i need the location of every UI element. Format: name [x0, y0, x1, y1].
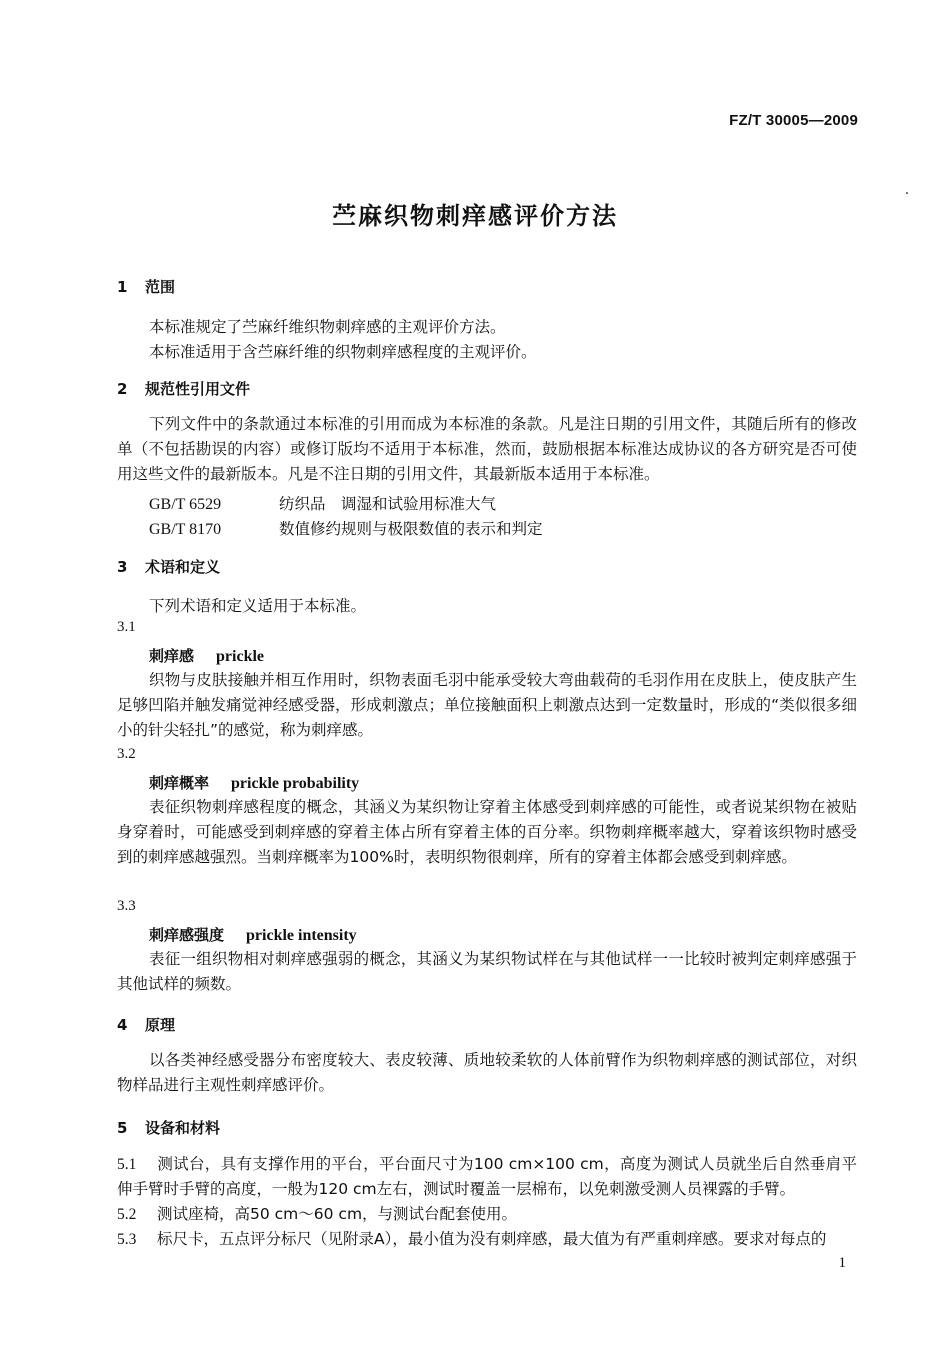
section-title: 原理	[145, 1016, 176, 1034]
section-1-paragraph-2: 本标准适用于含苎麻纤维的织物刺痒感程度的主观评价。	[149, 343, 537, 361]
term-zh: 刺痒概率	[149, 774, 210, 792]
term-en: prickle probability	[231, 775, 360, 792]
item-number: 5.2	[117, 1206, 137, 1223]
section-4-heading	[117, 1014, 175, 1035]
section-number: 3	[117, 558, 128, 576]
section-number: 4	[117, 1016, 128, 1034]
item-number: 5.3	[117, 1231, 137, 1248]
page-number: 1	[838, 1255, 846, 1271]
term-zh: 刺痒感	[149, 647, 195, 665]
term-zh: 刺痒感强度	[149, 926, 225, 944]
section-2-heading	[117, 378, 250, 399]
term-entry	[149, 924, 357, 945]
section-title: 设备和材料	[145, 1119, 221, 1137]
item-text: 测试座椅，高50 cm～60 cm，与测试台配套使用。	[157, 1205, 518, 1223]
section-5-heading	[117, 1117, 220, 1138]
section-title: 术语和定义	[145, 558, 221, 576]
clause-number: 3.2	[117, 746, 136, 762]
term-entry	[149, 645, 264, 666]
section-number: 2	[117, 380, 128, 398]
section-1-paragraph-1: 本标准规定了苎麻纤维织物刺痒感的主观评价方法。	[149, 318, 506, 336]
term-en: prickle intensity	[246, 927, 357, 944]
term-definition: 表征织物刺痒感程度的概念，其涵义为某织物让穿着主体感受到刺痒感的可能性，或者说某织物在被贴身穿着时，可能感受到刺痒感的穿着主体占所有穿着主体的百分率。织物刺痒概率越大，穿着该织物时感受到的刺痒感越强烈。当刺痒概率为100%时，表明织物很刺痒，所有的穿着主体都会感受到刺痒感。	[117, 798, 857, 866]
item-text: 测试台，具有支撑作用的平台，平台面尺寸为100 cm×100 cm，高度为测试人员就坐后自然垂肩平伸手臂时手臂的高度，一般为120 cm左右，测试时覆盖一层棉布，以免刺激受测人员裸露的手臂。	[117, 1155, 857, 1198]
equipment-item	[117, 1202, 857, 1227]
reference-code: GB/T 6529	[149, 496, 222, 513]
term-definition: 织物与皮肤接触并相互作用时，织物表面毛羽中能承受较大弯曲载荷的毛羽作用在皮肤上，使皮肤产生足够凹陷并触发痛觉神经感受器，形成刺激点；单位接触面积上刺激点达到一定数量时，形成的“类似很多细小的针尖轻扎”的感觉，称为刺痒感。	[117, 671, 857, 739]
item-text: 标尺卡，五点评分标尺（见附录A），最小值为没有刺痒感，最大值为有严重刺痒感。要求对每点的	[157, 1230, 827, 1248]
section-number: 1	[117, 278, 128, 296]
section-title: 范围	[145, 278, 176, 296]
scan-speck	[906, 192, 908, 194]
clause-number: 3.3	[117, 898, 136, 914]
section-3-heading	[117, 556, 220, 577]
equipment-item	[117, 1227, 857, 1252]
section-2-paragraph: 下列文件中的条款通过本标准的引用而成为本标准的条款。凡是注日期的引用文件，其随后所有的修改单（不包括勘误的内容）或修订版均不适用于本标准，然而，鼓励根据本标准达成协议的各方研究是否可使用这些文件的最新版本。凡是不注日期的引用文件，其最新版本适用于本标准。	[117, 415, 857, 483]
term-entry	[149, 772, 359, 793]
section-3-paragraph: 下列术语和定义适用于本标准。	[149, 597, 367, 615]
document-title: 苎麻织物刺痒感评价方法	[332, 202, 618, 230]
clause-number: 3.1	[117, 619, 136, 635]
reference-item	[149, 492, 496, 514]
section-4-paragraph: 以各类神经感受器分布密度较大、表皮较薄、质地较柔软的人体前臂作为织物刺痒感的测试部位，对织物样品进行主观性刺痒感评价。	[117, 1051, 857, 1094]
reference-title: 数值修约规则与极限数值的表示和判定	[279, 520, 543, 538]
reference-code: GB/T 8170	[149, 521, 222, 538]
section-number: 5	[117, 1119, 128, 1137]
section-title: 规范性引用文件	[145, 380, 251, 398]
reference-title: 纺织品 调湿和试验用标准大气	[279, 495, 497, 513]
term-definition: 表征一组织物相对刺痒感强弱的概念，其涵义为某织物试样在与其他试样一一比较时被判定刺痒感强于其他试样的频数。	[117, 950, 857, 993]
standard-code: FZ/T 30005—2009	[729, 112, 858, 129]
item-number: 5.1	[117, 1156, 137, 1173]
equipment-item	[117, 1152, 857, 1202]
section-1-heading	[117, 276, 175, 297]
term-en: prickle	[216, 648, 265, 665]
reference-item	[149, 517, 543, 539]
